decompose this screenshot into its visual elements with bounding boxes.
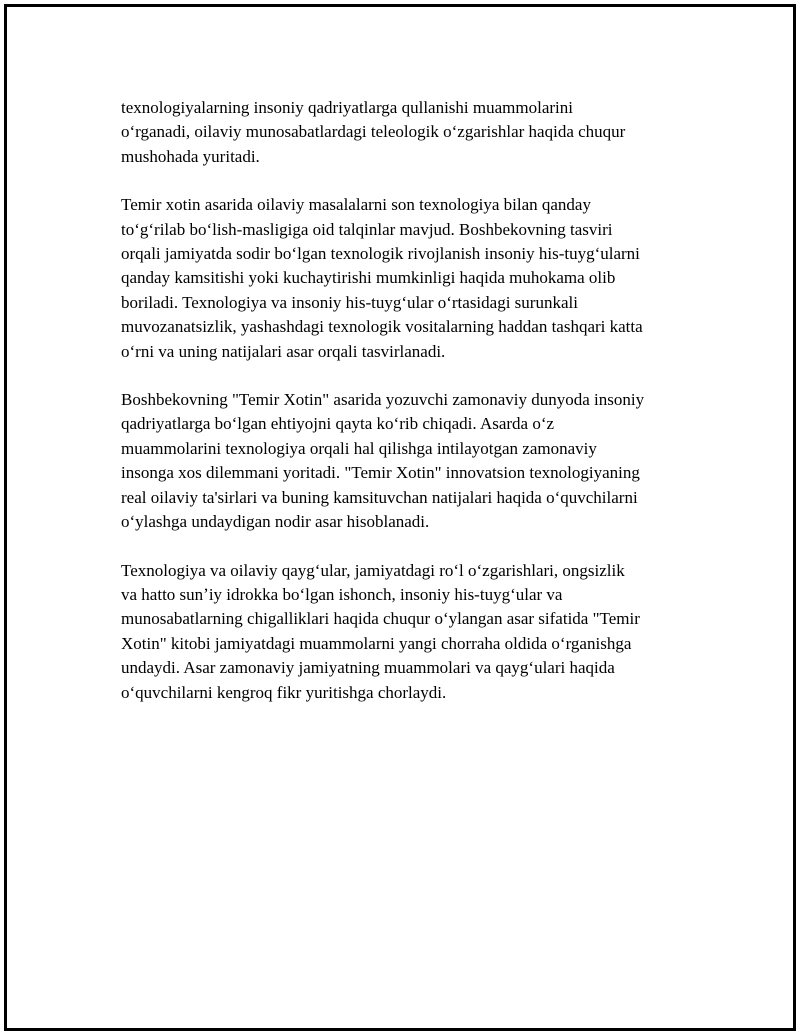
paragraph bbox=[121, 388, 701, 534]
text-line: Boshbekovning "Temir Xotin" asarida yozuvchi zamonaviy dunyoda insoniy bbox=[121, 390, 645, 410]
paragraph bbox=[121, 96, 701, 169]
text-line: mushohada yuritadi. bbox=[121, 146, 260, 166]
text-line: boriladi. Texnologiya va insoniy his-tuygʻular oʻrtasidagi surunkali bbox=[121, 292, 578, 312]
text-line: Xotin" kitobi jamiyatdagi muammolarni yangi chorraha oldida oʻrganishga bbox=[121, 633, 632, 653]
text-line: qadriyatlarga boʻlgan ehtiyojni qayta koʻrib chiqadi. Asarda oʻz bbox=[121, 414, 555, 434]
text-line: insonga xos dilemmani yoritadi. "Temir Xotin" innovatsion texnologiyaning bbox=[121, 463, 640, 483]
text-line: qanday kamsitishi yoki kuchaytirishi mumkinligi haqida muhokama olib bbox=[121, 268, 616, 288]
text-line: Temir xotin asarida oilaviy masalalarni son texnologiya bilan qanday bbox=[121, 195, 591, 215]
text-line: muvozanatsizlik, yashashdagi texnologik vositalarning haddan tashqari katta bbox=[121, 317, 643, 337]
text-line: va hatto sunʼiy idrokka boʻlgan ishonch, insoniy his-tuygʻular va bbox=[121, 584, 563, 604]
text-line: munosabatlarning chigalliklari haqida chuqur oʻylangan asar sifatida "Temir bbox=[121, 609, 640, 629]
text-line: Texnologiya va oilaviy qaygʻular, jamiyatdagi roʻl oʻzgarishlari, ongsizlik bbox=[121, 560, 625, 580]
text-line: orqali jamiyatda sodir boʻlgan texnologik rivojlanish insoniy his-tuygʻularni bbox=[121, 244, 640, 264]
text-line: oʻquvchilarni kengroq fikr yuritishga chorlaydi. bbox=[121, 682, 447, 702]
text-line: real oilaviy ta'sirlari va buning kamsituvchan natijalari haqida oʻquvchilarni bbox=[121, 487, 638, 507]
text-line: undaydi. Asar zamonaviy jamiyatning muammolari va qaygʻulari haqida bbox=[121, 658, 615, 678]
paragraph bbox=[121, 559, 701, 705]
paragraph bbox=[121, 193, 701, 364]
document-page bbox=[4, 4, 796, 1031]
text-line: oʻrni va uning natijalari asar orqali tasvirlanadi. bbox=[121, 341, 446, 361]
text-line: oʻylashga undaydigan nodir asar hisoblanadi. bbox=[121, 512, 430, 532]
text-line: muammolarini texnologiya orqali hal qilishga intilayotgan zamonaviy bbox=[121, 438, 597, 458]
text-line: oʻrganadi, oilaviy munosabatlardagi teleologik oʻzgarishlar haqida chuqur bbox=[121, 122, 626, 142]
text-line: texnologiyalarning insoniy qadriyatlarga qullanishi muammolarini bbox=[121, 98, 573, 117]
document-body bbox=[121, 96, 701, 729]
text-line: toʻgʻrilab boʻlish-masligiga oid talqinlar mavjud. Boshbekovning tasviri bbox=[121, 219, 613, 239]
